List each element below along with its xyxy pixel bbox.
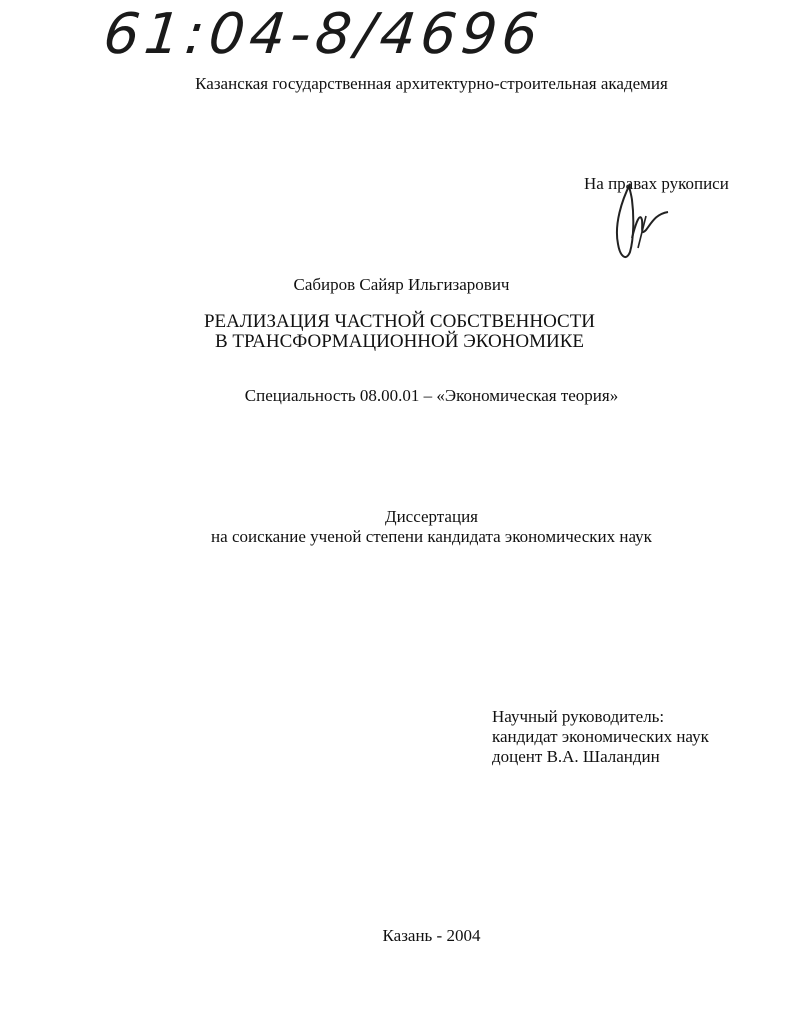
title-line: В ТРАНСФОРМАЦИОННОЙ ЭКОНОМИКЕ: [214, 331, 585, 352]
manuscript-rights-note: На правах рукописи: [584, 174, 729, 193]
dissertation-type: [32, 507, 799, 547]
advisor-heading: Научный руководитель:: [492, 707, 665, 726]
scientific-advisor-block: [492, 707, 709, 767]
dissertation-title: [0, 312, 799, 352]
dissertation-label: Диссертация: [384, 507, 478, 526]
academy-name: Казанская государственная архитектурно-строительная академия: [195, 74, 668, 93]
signature-mark: [612, 178, 672, 264]
degree-sought: на соискание ученой степени кандидата экономических наук: [211, 527, 652, 546]
author-name: Сабиров Сайяр Ильгизарович: [293, 275, 510, 294]
specialty-line: Специальность 08.00.01 – «Экономическая теория»: [244, 386, 619, 405]
advisor-name: доцент В.А. Шаландин: [492, 747, 660, 766]
archive-number-handwritten: 61:04-8/4696: [100, 2, 547, 67]
place-and-year: Казань - 2004: [382, 926, 481, 945]
title-line: РЕАЛИЗАЦИЯ ЧАСТНОЙ СОБСТВЕННОСТИ: [203, 311, 596, 332]
advisor-degree: кандидат экономических наук: [492, 727, 709, 746]
